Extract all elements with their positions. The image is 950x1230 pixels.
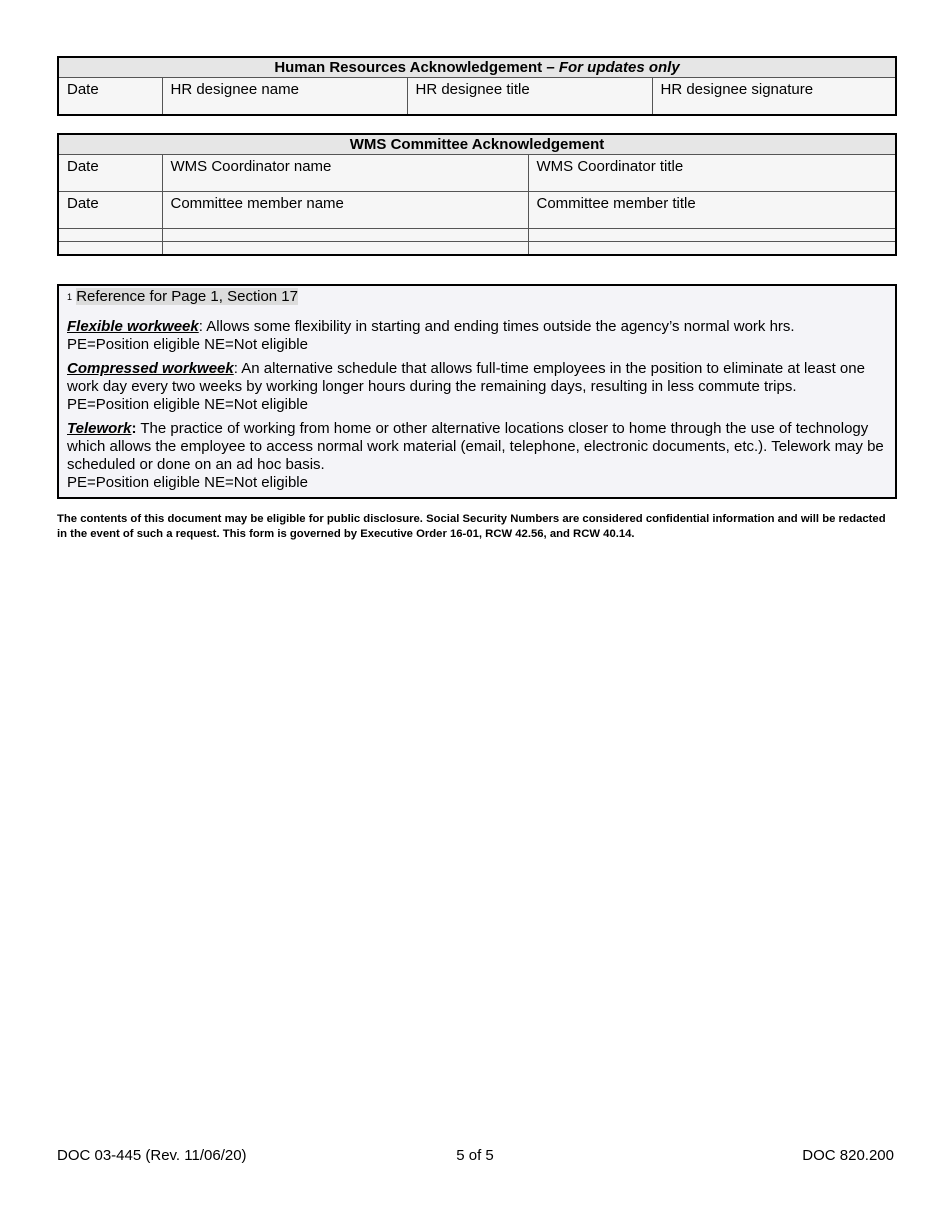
telework-definition (67, 420, 887, 492)
committee-member-name-field[interactable]: Committee member name (162, 192, 528, 229)
reference-heading (67, 288, 887, 306)
committee-extra-name-field[interactable] (162, 242, 528, 256)
telework-colon: : (131, 420, 137, 437)
form-number: DOC 03-445 (Rev. 11/06/20) (57, 1147, 247, 1164)
compressed-workweek-codes: PE=Position eligible NE=Not eligible (67, 396, 308, 413)
telework-term: Telework (67, 420, 132, 437)
compressed-workweek-term: Compressed workweek (67, 360, 234, 377)
compressed-workweek-desc: : An alternative schedule that allows full-time employees in the position to eliminate at least one work day every two weeks by working longer hours during the remaining days, resulting in less commute trips. (67, 360, 865, 395)
wms-coordinator-date-field[interactable]: Date (58, 155, 162, 192)
committee-extra-title-field[interactable] (528, 242, 896, 256)
public-disclosure-notice: The contents of this document may be eligible for public disclosure. Social Security Numbers are considered confidential information and will be redacted in the event of such a request. This form is governed by Executive Order 16-01, RCW 42.56, and RCW 40.14. (57, 513, 886, 540)
wms-coordinator-title-field[interactable]: WMS Coordinator title (528, 155, 896, 192)
flexible-workweek-definition (67, 318, 887, 354)
committee-extra-date-field[interactable] (58, 242, 162, 256)
flexible-workweek-codes: PE=Position eligible NE=Not eligible (67, 336, 308, 353)
wms-committee-title: WMS Committee Acknowledgement (58, 134, 896, 155)
reference-heading-text: Reference for Page 1, Section 17 (76, 288, 298, 305)
compressed-workweek-definition (67, 360, 887, 414)
wms-committee-table (57, 133, 897, 256)
committee-member-date-field[interactable]: Date (58, 192, 162, 229)
policy-number: DOC 820.200 (802, 1147, 894, 1164)
telework-desc: The practice of working from home or other alternative locations closer to home through the use of technology which allows the employee to access normal work material (email, telephone, electronic documents, etc.). Telework may be scheduled or done on an ad hoc basis. (67, 420, 884, 473)
hr-designee-signature-field[interactable]: HR designee signature (652, 78, 896, 116)
hr-designee-name-field[interactable]: HR designee name (162, 78, 407, 116)
reference-box (57, 284, 897, 499)
committee-member-title-field[interactable]: Committee member title (528, 192, 896, 229)
hr-acknowledgement-title: Human Resources Acknowledgement – For updates only (58, 57, 896, 78)
footnote-marker: 1 (67, 292, 73, 302)
hr-date-field[interactable]: Date (58, 78, 162, 116)
flexible-workweek-desc: : Allows some flexibility in starting and ending times outside the agency’s normal work hrs. (198, 318, 795, 335)
page-number: 5 of 5 (456, 1147, 494, 1164)
telework-codes: PE=Position eligible NE=Not eligible (67, 474, 308, 491)
wms-coordinator-name-field[interactable]: WMS Coordinator name (162, 155, 528, 192)
committee-extra-name-field[interactable] (162, 229, 528, 242)
hr-designee-title-field[interactable]: HR designee title (407, 78, 652, 116)
committee-extra-title-field[interactable] (528, 229, 896, 242)
hr-acknowledgement-table (57, 56, 897, 116)
committee-extra-date-field[interactable] (58, 229, 162, 242)
flexible-workweek-term: Flexible workweek (67, 318, 199, 335)
